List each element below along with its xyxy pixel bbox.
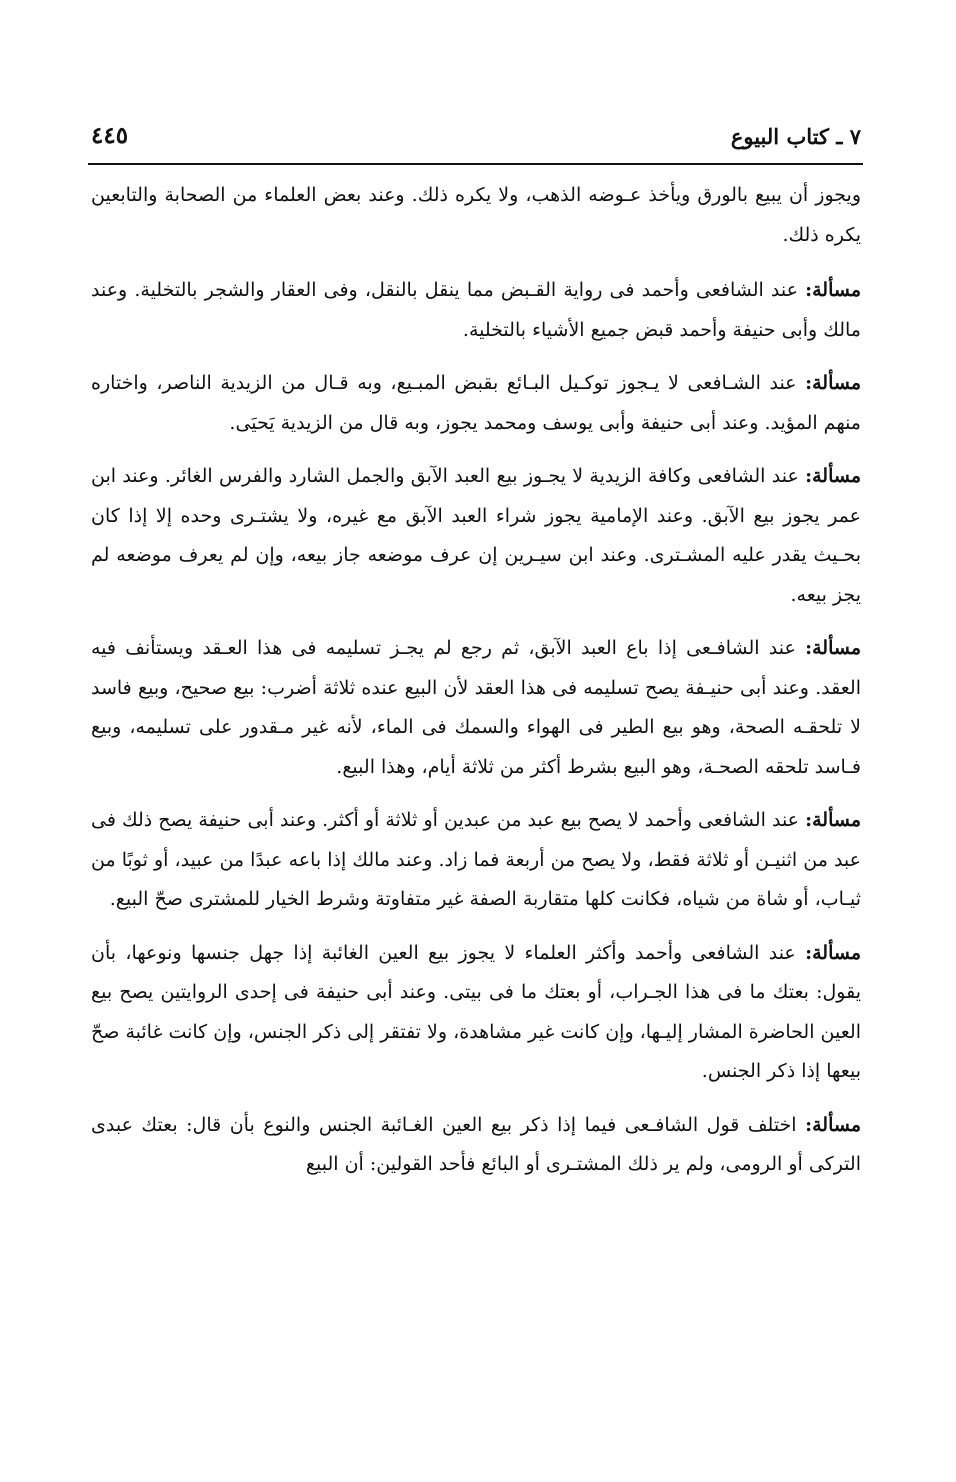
masala-label: مسألة:: [805, 941, 861, 964]
masala-label: مسألة:: [805, 465, 861, 487]
masala-paragraph: [91, 1106, 861, 1185]
masala-paragraph: [91, 364, 861, 443]
running-header: [91, 118, 861, 162]
masala-label: مسألة:: [805, 372, 861, 394]
masala-label: مسألة:: [805, 279, 861, 301]
masala-paragraph: [91, 934, 861, 1092]
masala-text: عند الشافعى وكافة الزيدية لا يجـوز بيع العبد الآبق والجمل الشارد والفرس الغائر. وعند ابن عمر يجوز بيع الآبق. وعند الإمامية يجوز شراء العبد الآبق مع غيره، ولا يشتـرى وحده إلا إذا كان بحـيث يقدر عليه المشـترى. وعند ابن سيـرين إن عرف موضعه جاز بيعه، وإن لم يعرف موضعه لم يجز بيعه.: [91, 465, 861, 606]
masala-paragraph: [91, 801, 861, 920]
masala-label: مسألة:: [805, 809, 861, 831]
masala-paragraph: [91, 457, 861, 615]
masala-paragraph: [91, 629, 861, 787]
masala-text: اختلف قول الشافـعى فيما إذا ذكر بيع العين الغـائبة الجنس والنوع بأن قال: بعتك عبدى التركى أو الرومى، ولم ير ذلك المشتـرى أو البائع فأحد القولين: أن البيع: [91, 1113, 861, 1175]
chapter-title: ٧ ـ كتاب البيوع: [730, 124, 861, 149]
body-text: [91, 176, 861, 1199]
header-divider: [88, 163, 863, 165]
intro-paragraph: ويجوز أن يبيع بالورق ويأخذ عـوضه الذهب، ولا يكره ذلك. وعند بعض العلماء من الصحابة والتابعين يكره ذلك.: [91, 184, 861, 246]
masala-text: عند الشافـعى إذا باع العبد الآبق، ثم رجع لم يجـز تسليمه فى هذا العـقد ويستأنف فيه العقد. وعند أبى حنيـفة يصح تسليمه فى هذا العقد لأن البيع عنده ثلاثة أضرب: بيع صحيح، وبيع فاسد لا تلحقـه الصحة، وهو بيع الطير فى الهواء والسمك فى الماء، لأنه غير مـقدور على تسليمه، وبيع فـاسد تلحقه الصحـة، وهو البيع بشرط أكثر من ثلاثة أيام، وهذا البيع.: [91, 637, 861, 778]
masala-text: عند الشافعى وأحمد لا يصح بيع عبد من عبدين أو ثلاثة أو أكثر. وعند أبى حنيفة يصح ذلك فى عبد من اثنيـن أو ثلاثة فقط، ولا يصح من أربعة فما زاد. وعند مالك إذا باعه عبدًا من عبيد، أو ثوبًا من ثيـاب، أو شاة من شياه، فكانت كلها متقاربة الصفة غير متفاوتة وشرط الخيار للمشترى صحّ البيع.: [91, 809, 861, 910]
masala-label: مسألة:: [805, 637, 861, 659]
masala-text: عند الشافعى وأحمد فى رواية القـبض مما ينقل بالنقل، وفى العقار والشجر بالتخلية. وعند مالك وأبى حنيفة وأحمد قبض جميع الأشياء بالتخلية.: [91, 279, 861, 341]
masala-text: عند الشافعى وأحمد وأكثر العلماء لا يجوز بيع العين الغائبة إذا جهل جنسها ونوعها، بأن يقول: بعتك ما فى هذا الجـراب، أو بعتك ما فى بيتى. وعند أبى حنيفة فى إحدى الروايتين يصح بيع العين الحاضرة المشار إليـها، وإن كانت غير مشاهدة، ولا تفتقر إلى ذكر الجنس، وإن كانت غائبة صحّ بيعها إذا ذكر الجنس.: [91, 941, 861, 1082]
masala-label: مسألة:: [805, 1113, 861, 1136]
masala-paragraph: [91, 271, 861, 350]
masala-text: عند الشـافعى لا يـجوز توكـيل البـائع بقبض المبـيع، وبه قـال من الزيدية الناصر، واختاره منهم المؤيد. وعند أبى حنيفة وأبى يوسف ومحمد يجوز، وبه قال من الزيدية يَحيَى.: [91, 372, 861, 434]
page-number: ٤٤٥: [91, 122, 129, 149]
